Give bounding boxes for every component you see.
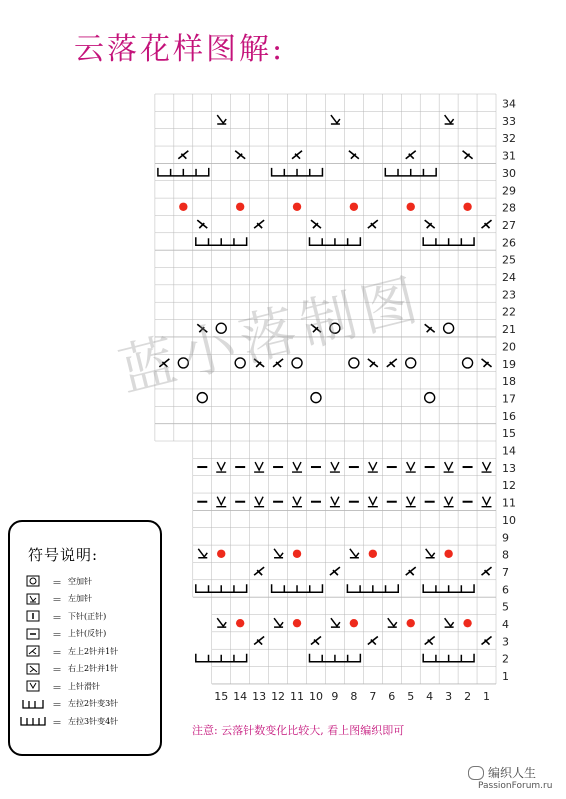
k2tog-left-symbol [178, 151, 188, 159]
legend-equals: ＝ [52, 612, 62, 624]
pull-stitch-symbol [196, 584, 247, 592]
legend-label: 右上2针并1针 [68, 664, 119, 673]
left-increase-symbol [217, 618, 226, 627]
row-label: 30 [502, 166, 516, 180]
yarn-over-symbol [406, 358, 416, 368]
pull-stitch-symbol [158, 168, 209, 176]
column-label: 14 [233, 689, 248, 703]
left-increase-symbol [388, 618, 397, 627]
slip-symbol [330, 497, 340, 507]
pull-3-to-4-icon [20, 715, 46, 727]
row-label: 9 [502, 531, 509, 545]
legend-item [20, 697, 118, 711]
slip-symbol [444, 462, 454, 472]
row-label: 22 [502, 305, 516, 319]
yarn-over-symbol [197, 393, 207, 403]
legend-label: 上针滑针 [68, 681, 100, 691]
legend-equals: ＝ [52, 577, 62, 589]
column-label: 11 [290, 689, 305, 703]
bobble-dot [463, 619, 471, 627]
column-label: 10 [308, 689, 323, 703]
row-label: 27 [502, 218, 516, 232]
note-text: 注意: 云落针数变化比较大, 看上图编织即可 [192, 724, 405, 737]
knit-icon [20, 610, 46, 622]
legend-title: 符号说明: [28, 546, 99, 564]
row-label: 12 [502, 479, 516, 493]
legend-label: 空加针 [68, 576, 92, 586]
column-label: 15 [214, 689, 229, 703]
row-label: 29 [502, 184, 516, 198]
row-label: 31 [502, 149, 516, 163]
slip-symbol [330, 462, 340, 472]
row-label: 14 [502, 444, 516, 458]
forum-text: PassionForum.ru [478, 781, 553, 791]
column-label: 5 [407, 689, 415, 703]
column-label: 7 [369, 689, 377, 703]
column-label: 1 [483, 689, 491, 703]
k2tog-right-symbol [349, 151, 359, 159]
row-label: 4 [502, 618, 509, 632]
column-label: 3 [445, 689, 453, 703]
yarn-over-symbol [311, 393, 321, 403]
row-label: 1 [502, 670, 509, 684]
k2tog-right-symbol [311, 220, 321, 228]
k2tog-right-symbol [482, 359, 492, 367]
row-label: 10 [502, 513, 516, 527]
k2tog-left-icon [20, 645, 46, 657]
pull-stitch-symbol [385, 168, 436, 176]
row-label: 3 [502, 635, 509, 649]
slip-symbol [406, 462, 416, 472]
column-label: 4 [426, 689, 434, 703]
column-label: 6 [388, 689, 396, 703]
left-increase-symbol [274, 618, 283, 627]
legend-item [20, 644, 118, 658]
left-increase-symbol [350, 549, 359, 558]
left-increase-symbol [274, 549, 283, 558]
legend-panel [8, 520, 162, 756]
column-label: 2 [464, 689, 472, 703]
legend-equals: ＝ [52, 700, 62, 711]
row-label: 26 [502, 236, 516, 250]
legend-label: 上针(反针) [68, 629, 107, 638]
row-label: 32 [502, 132, 516, 146]
k2tog-left-symbol [482, 637, 492, 645]
bobble-dot [444, 550, 452, 558]
watermark: 蓝小落制图 [112, 266, 430, 405]
purl-icon [20, 628, 46, 640]
legend-item [20, 679, 100, 693]
pull-stitch-symbol [310, 654, 361, 662]
row-label: 23 [502, 288, 516, 302]
slip-symbol [368, 497, 378, 507]
bobble-dot [350, 619, 358, 627]
k2tog-left-symbol [254, 220, 264, 228]
pull-stitch-symbol [347, 584, 398, 592]
k2tog-left-symbol [254, 567, 264, 575]
legend-item [20, 662, 118, 676]
k2tog-left-symbol [311, 637, 321, 645]
slip-symbol [216, 462, 226, 472]
slip-symbol [406, 497, 416, 507]
row-label: 2 [502, 652, 509, 666]
left-increase-symbol [198, 549, 207, 558]
k2tog-left-symbol [406, 151, 416, 159]
legend-equals: ＝ [52, 647, 62, 659]
pull-stitch-symbol [423, 654, 474, 662]
yarn-over-symbol [463, 358, 473, 368]
legend-equals: ＝ [52, 595, 62, 606]
legend-item [20, 609, 106, 623]
k2tog-left-symbol [368, 637, 378, 645]
legend-label: 左加针 [68, 594, 92, 603]
pull-stitch-symbol [272, 168, 323, 176]
k2tog-left-symbol [330, 567, 340, 575]
row-label: 28 [502, 201, 516, 215]
legend-label: 左拉3针变4针 [68, 716, 119, 726]
k2tog-right-symbol [425, 220, 435, 228]
row-label: 8 [502, 548, 509, 562]
chart-title: 云落花样图解: [74, 32, 286, 67]
brand [468, 764, 536, 781]
pull-stitch-symbol [423, 584, 474, 592]
k2tog-right-symbol [463, 151, 473, 159]
legend-item [20, 627, 106, 641]
bobble-dot [350, 203, 358, 211]
bobble-dot [293, 203, 301, 211]
brand-name: 编织人生 [488, 766, 537, 780]
row-label: 17 [502, 392, 516, 406]
slip-symbol [292, 462, 302, 472]
row-label: 6 [502, 583, 509, 597]
k2tog-left-symbol [254, 637, 264, 645]
legend-equals: ＝ [52, 665, 62, 676]
k2tog-right-symbol [368, 359, 378, 367]
left-increase-symbol [426, 549, 435, 558]
slip-symbol [482, 462, 492, 472]
row-label: 33 [502, 114, 516, 128]
slip-symbol [216, 497, 226, 507]
bobble-dot [463, 203, 471, 211]
column-label: 12 [271, 689, 286, 703]
k2tog-left-symbol [425, 637, 435, 645]
row-label: 16 [502, 409, 516, 423]
left-increase-symbol [331, 618, 340, 627]
pull-stitch-symbol [310, 237, 361, 245]
legend-label: 左上2针并1针 [68, 646, 119, 656]
slip-symbol [254, 497, 264, 507]
row-label: 7 [502, 565, 509, 579]
bobble-dot [407, 203, 415, 211]
row-label: 20 [502, 340, 516, 354]
legend-label: 下针(正针) [68, 611, 107, 621]
pull-stitch-symbol [423, 237, 474, 245]
k2tog-left-symbol [292, 151, 302, 159]
left-increase-symbol [445, 115, 454, 124]
legend-equals: ＝ [52, 682, 62, 694]
k2tog-right-icon [20, 663, 46, 675]
k2tog-right-symbol [235, 151, 245, 159]
legend-equals: ＝ [52, 630, 62, 641]
k2tog-left-symbol [387, 359, 397, 367]
yarn-over-icon [20, 575, 46, 587]
k2tog-left-symbol [368, 220, 378, 228]
left-increase-icon [20, 593, 46, 605]
row-label: 25 [502, 253, 516, 267]
yarn-over-symbol [444, 323, 454, 333]
slip-icon [20, 680, 46, 692]
row-label: 13 [502, 461, 516, 475]
wechat-icon [468, 766, 484, 780]
column-label: 13 [252, 689, 267, 703]
slip-symbol [292, 497, 302, 507]
bobble-dot [217, 550, 225, 558]
bobble-dot [179, 203, 187, 211]
legend-equals: ＝ [52, 717, 62, 729]
yarn-over-symbol [349, 358, 359, 368]
bobble-dot [236, 619, 244, 627]
row-label: 19 [502, 357, 516, 371]
row-label: 21 [502, 323, 516, 337]
k2tog-right-symbol [197, 220, 207, 228]
k2tog-left-symbol [406, 567, 416, 575]
pull-stitch-symbol [196, 237, 247, 245]
bobble-dot [293, 550, 301, 558]
pull-stitch-symbol [272, 584, 323, 592]
column-label: 8 [350, 689, 358, 703]
pull-2-to-3-icon [20, 698, 46, 710]
k2tog-left-symbol [482, 220, 492, 228]
left-increase-symbol [331, 115, 340, 124]
bobble-dot [407, 619, 415, 627]
column-label: 9 [331, 689, 339, 703]
left-increase-symbol [445, 618, 454, 627]
legend-item [20, 574, 92, 588]
slip-symbol [368, 462, 378, 472]
pull-stitch-symbol [196, 654, 247, 662]
slip-symbol [482, 497, 492, 507]
bobble-dot [293, 619, 301, 627]
row-label: 34 [502, 97, 516, 111]
row-label: 11 [502, 496, 516, 510]
row-label: 15 [502, 427, 516, 441]
legend-label: 左拉2针变3针 [68, 699, 119, 708]
legend-item [20, 714, 118, 728]
slip-symbol [254, 462, 264, 472]
yarn-over-symbol [425, 393, 435, 403]
row-label: 24 [502, 271, 516, 285]
left-increase-symbol [217, 115, 226, 124]
legend-item [20, 592, 92, 606]
slip-symbol [444, 497, 454, 507]
bobble-dot [369, 550, 377, 558]
row-label: 18 [502, 375, 516, 389]
k2tog-left-symbol [482, 567, 492, 575]
bobble-dot [236, 203, 244, 211]
row-label: 5 [502, 600, 509, 614]
